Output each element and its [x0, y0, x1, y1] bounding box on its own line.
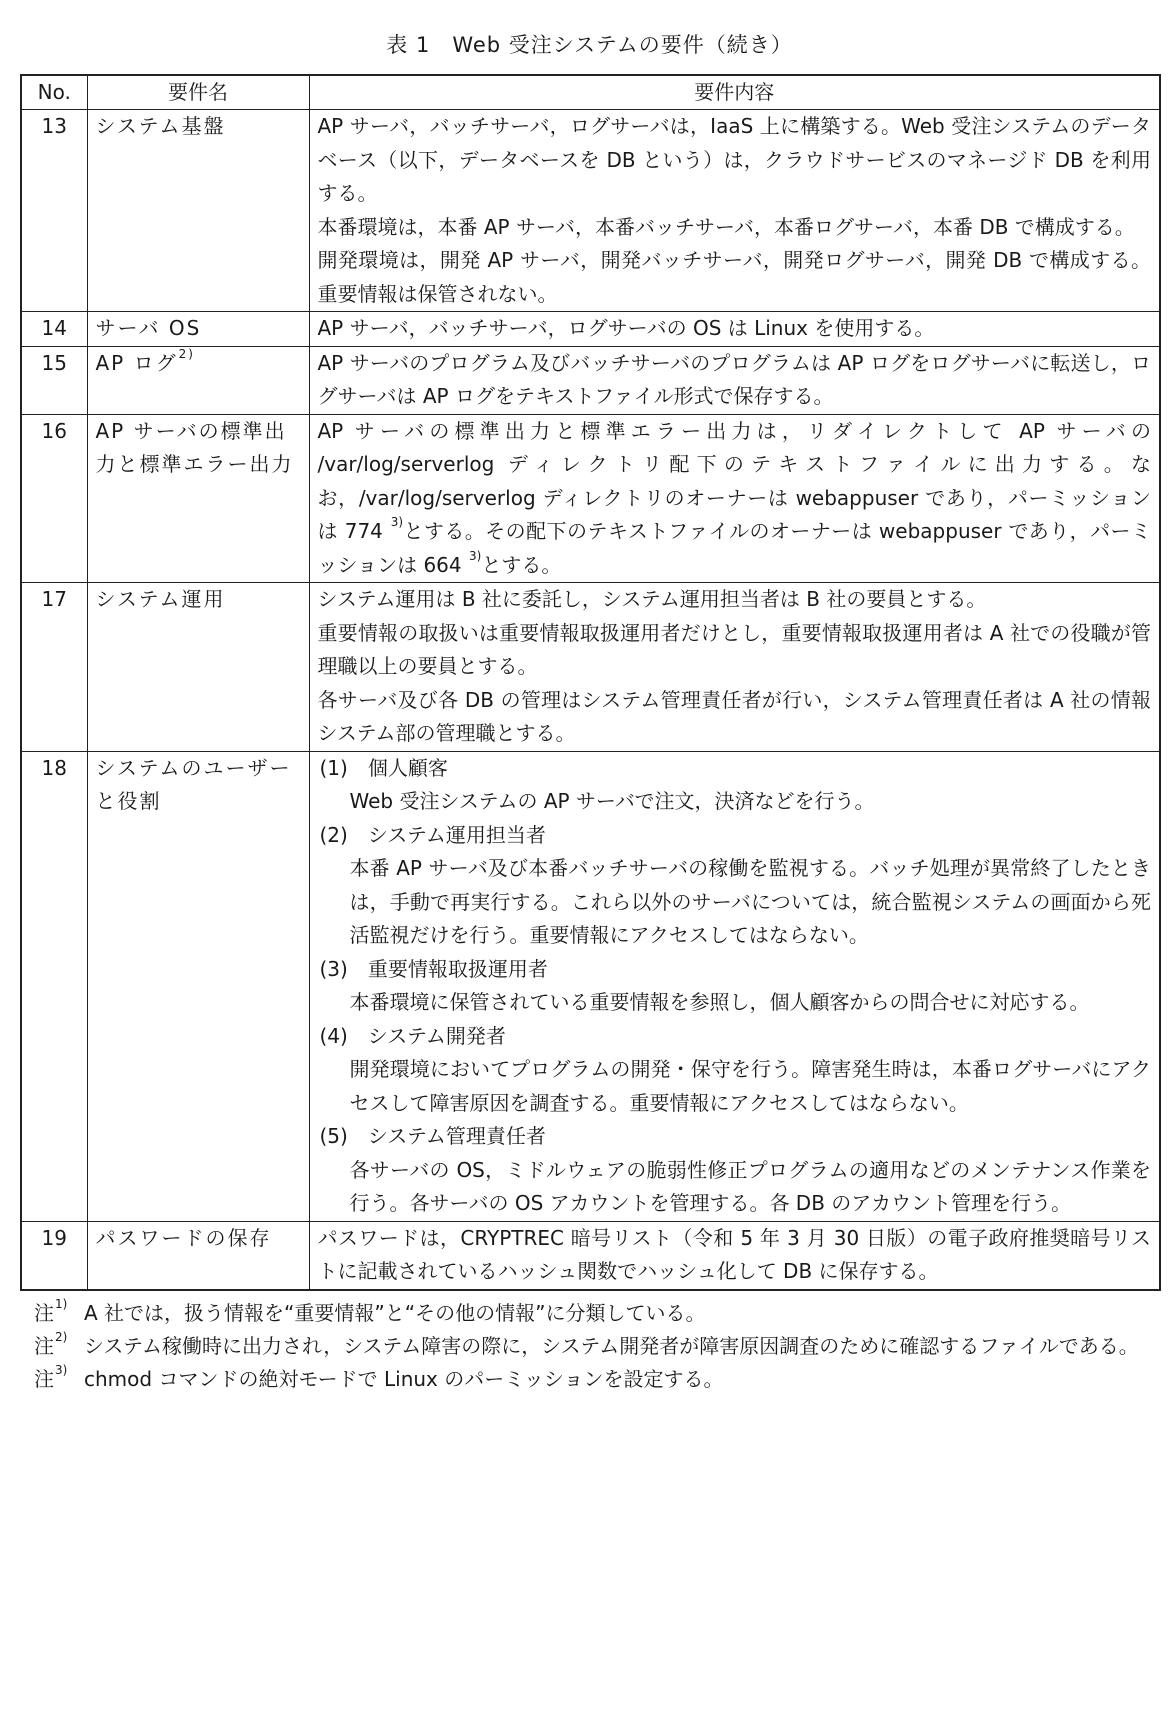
requirement-name-text: パスワードの保存 [95, 1225, 272, 1250]
footnotes [20, 1297, 1159, 1396]
content-paragraph: 各サーバ及び各 DB の管理はシステム管理責任者が行い，システム管理責任者は A 社の情報システム部の管理職とする。 [317, 687, 1151, 745]
row-number: 13 [21, 110, 87, 312]
footnote-label-text: 注 [34, 1333, 54, 1358]
footnote [20, 1297, 1159, 1330]
requirement-content [309, 346, 1160, 414]
footnote-label [20, 1330, 84, 1363]
requirement-name-text: システム運用 [95, 587, 226, 611]
footnote-mark: 2) [178, 346, 195, 361]
content-paragraph: 重要情報の取扱いは重要情報取扱運用者だけとし，重要情報取扱運用者は A 社での役職が管理職以上の要員とする。 [317, 620, 1151, 678]
role-heading: (2) システム運用担当者 [319, 822, 546, 847]
role-heading: (3) 重要情報取扱運用者 [319, 956, 548, 981]
table-row [21, 312, 1160, 347]
footnote-label-text: 注 [34, 1366, 54, 1391]
footnote-label [20, 1297, 84, 1330]
table-row [21, 1221, 1160, 1290]
role-description: 本番環境に保管されている重要情報を参照し，個人顧客からの問合せに対応する。 [349, 990, 1090, 1014]
table-row [21, 751, 1160, 1221]
requirement-name-text: システム基盤 [95, 114, 226, 138]
table-row [21, 346, 1160, 414]
table-title: 表 1 Web 受注システムの要件（続き） [386, 33, 793, 57]
document-page [20, 28, 1159, 1396]
role-description: Web 受注システムの AP サーバで注文，決済などを行う。 [349, 789, 875, 813]
footnote [20, 1363, 1159, 1396]
table-body [21, 110, 1160, 1290]
requirement-content [309, 583, 1160, 752]
row-number: 16 [21, 414, 87, 583]
role-description: 各サーバの OS，ミドルウェアの脆弱性修正プログラムの適用などのメンテナンス作業を行う。各サーバの OS アカウントを管理する。各 DB のアカウント管理を行う。 [349, 1157, 1151, 1215]
table-row [21, 583, 1160, 752]
footnote-mark: 3) [390, 515, 404, 529]
requirement-name [87, 1221, 309, 1290]
header-name: 要件名 [87, 75, 309, 110]
footnote [20, 1330, 1159, 1363]
role-description: 本番 AP サーバ及び本番バッチサーバの稼働を監視する。バッチ処理が異常終了したときは，手動で再実行する。これら以外のサーバについては，統合監視システムの画面から死活監視だけを行う。重要情報にアクセスしてはならない。 [349, 856, 1151, 947]
footnote-text: システム稼働時に出力され，システム障害の際に，システム開発者が障害原因調査のために確認するファイルである。 [84, 1333, 1139, 1358]
row-number: 17 [21, 583, 87, 752]
footnote-mark: 1) [55, 1296, 68, 1311]
content-paragraph: 本番環境は，本番 AP サーバ，本番バッチサーバ，本番ログサーバ，本番 DB で構成する。 [317, 214, 1135, 239]
requirement-name-text: サーバ OS [95, 316, 202, 340]
requirement-name-text: システムのユーザーと役割 [95, 755, 292, 813]
table-row [21, 414, 1160, 583]
footnote-mark: 2) [55, 1329, 68, 1344]
role-description: 開発環境においてプログラムの開発・保守を行う。障害発生時は，本番ログサーバにアクセスして障害原因を調査する。重要情報にアクセスしてはならない。 [349, 1057, 1151, 1115]
requirement-name [87, 346, 309, 414]
requirement-content [309, 1221, 1160, 1290]
requirement-content [309, 751, 1160, 1221]
role-heading: (1) 個人顧客 [319, 755, 448, 780]
content-paragraph: 開発環境は，開発 AP サーバ，開発バッチサーバ，開発ログサーバ，開発 DB で構成する。重要情報は保管されない。 [317, 248, 1151, 306]
content-paragraph: AP サーバのプログラム及びバッチサーバのプログラムは AP ログをログサーバに転送し，ログサーバは AP ログをテキストファイル形式で保存する。 [317, 350, 1151, 408]
requirement-name-text: AP ログ [95, 350, 178, 375]
header-no: No. [21, 75, 87, 110]
requirement-content [309, 110, 1160, 312]
role-heading: (4) システム開発者 [319, 1023, 506, 1048]
requirements-table [20, 74, 1161, 1291]
row-number: 14 [21, 312, 87, 347]
content-paragraph: AP サーバ，バッチサーバ，ログサーバの OS は Linux を使用する。 [317, 316, 935, 340]
row-number: 15 [21, 346, 87, 414]
table-row [21, 110, 1160, 312]
role-heading: (5) システム管理責任者 [319, 1124, 546, 1148]
content-paragraph: パスワードは，CRYPTREC 暗号リスト（令和 5 年 3 月 30 日版）の電子政府推奨暗号リストに記載されているハッシュ関数でハッシュ化して DB に保存する。 [317, 1225, 1151, 1283]
requirement-name [87, 312, 309, 347]
footnote-label [20, 1363, 84, 1396]
table-header-row [21, 75, 1160, 110]
requirement-name [87, 414, 309, 583]
requirement-name [87, 110, 309, 312]
content-paragraph: AP サーバの標準出力と標準エラー出力は，リダイレクトして AP サーバの /var/log/serverlog ディレクトリ配下のテキストファイルに出力する。なお，/var/log/serverlog ディレクトリのオーナーは webappuser であり，パーミッションは 774 $^{3)}$とする。その配下のテキストファイルのオーナーは webappuser であり，パーミッションは 664 $^{3)}$とする。 [317, 418, 1151, 577]
footnote-text: chmod コマンドの絶対モードで Linux のパーミッションを設定する。 [84, 1366, 724, 1391]
requirement-name [87, 583, 309, 752]
footnote-label-text: 注 [34, 1300, 54, 1325]
content-paragraph: システム運用は B 社に委託し，システム運用担当者は B 社の要員とする。 [317, 587, 987, 611]
content-paragraph: AP サーバ，バッチサーバ，ログサーバは，IaaS 上に構築する。Web 受注システムのデータベース（以下，データベースを DB という）は，クラウドサービスのマネージド DB を利用する。 [317, 114, 1151, 205]
requirement-content [309, 312, 1160, 347]
row-number: 19 [21, 1221, 87, 1290]
requirement-name-text: AP サーバの標準出力と標準エラー出力 [95, 418, 294, 476]
requirement-content [309, 414, 1160, 583]
footnote-text: A 社では，扱う情報を“重要情報”と“その他の情報”に分類している。 [84, 1300, 706, 1325]
footnote-mark: 3) [469, 548, 482, 563]
requirement-name [87, 751, 309, 1221]
footnote-mark: 3) [55, 1362, 68, 1377]
row-number: 18 [21, 751, 87, 1221]
header-content: 要件内容 [309, 75, 1160, 110]
